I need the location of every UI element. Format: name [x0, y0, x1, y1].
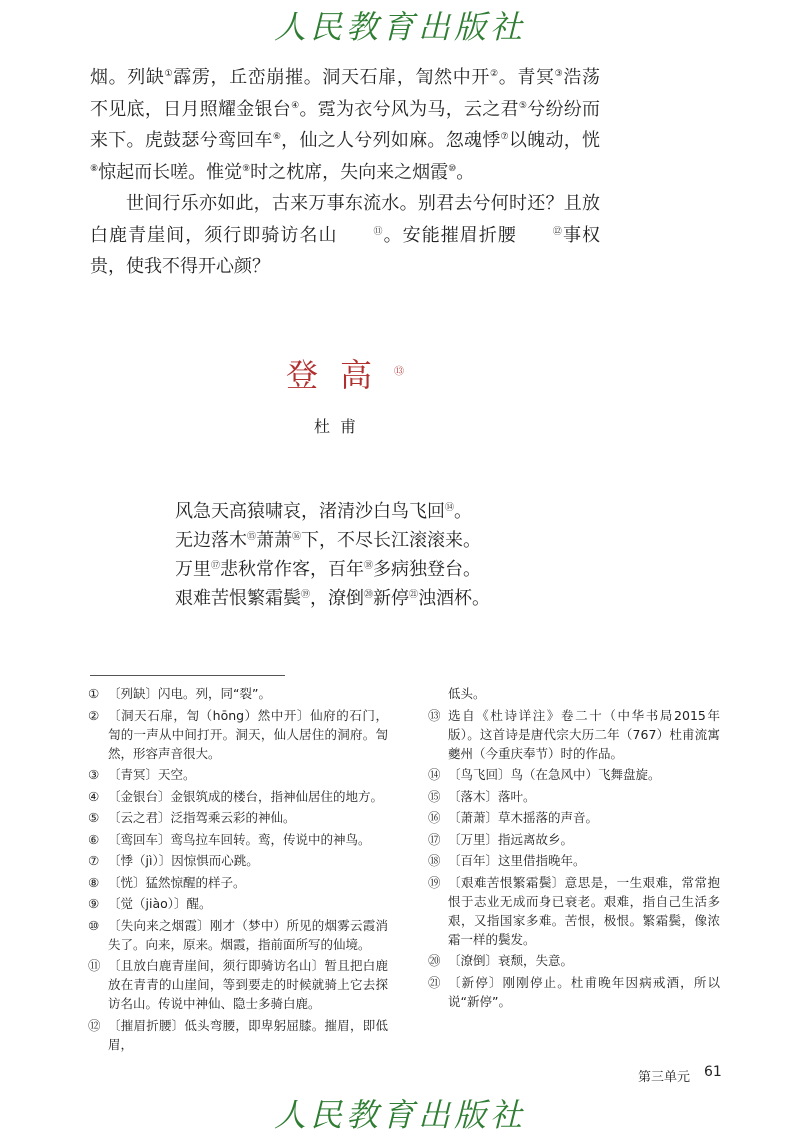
- footnote: [88, 894, 388, 913]
- text-run: 。: [454, 501, 473, 522]
- text-run: 烟。列缺: [90, 67, 165, 88]
- footnote-ref: ⑭: [445, 503, 455, 513]
- footnote-ref: ⑩: [448, 163, 457, 174]
- text-run: 兮纷纷而来下。虎鼓瑟兮鸾回车: [90, 98, 601, 151]
- poem-body: [175, 497, 490, 613]
- poem-title: [0, 350, 690, 396]
- poem-line: [175, 555, 490, 584]
- footnote-text: 〔万里〕指远离故乡。: [448, 831, 574, 847]
- footnote-text: 〔失向来之烟霞〕刚才（梦中）所见的烟雾云霞消失了。向来，原来。烟霞，指前面所写的仙境。: [108, 917, 388, 952]
- footnote: [428, 973, 720, 1011]
- footnote-text: 选自《杜诗详注》卷二十（中华书局2015年版）。这首诗是唐代宗大历二年（767）杜甫流寓夔州（今重庆奉节）时的作品。: [448, 707, 720, 761]
- footnote-number: ⑪: [88, 958, 101, 973]
- footnote-number: ⑮: [428, 788, 441, 804]
- footnote-ref: ⑦: [500, 132, 509, 142]
- footnote-text: 〔云之君〕泛指驾乘云彩的神仙。: [108, 810, 296, 825]
- footnote: [88, 1016, 388, 1054]
- footnote: [88, 706, 388, 763]
- text-run: 多病独登台。: [373, 559, 482, 580]
- poem-title-note-mark: ⑬: [394, 366, 404, 378]
- footnote-ref: ⑤: [518, 100, 527, 111]
- text-run: 惊起而长嗟。惟觉: [98, 161, 243, 183]
- text-run: 艰难苦恨繁霜鬓: [175, 588, 301, 609]
- footnote: [88, 916, 388, 954]
- footnote-ref: ⑪: [373, 226, 383, 237]
- footnote-text: 〔百年〕这里借指晚年。: [448, 853, 586, 868]
- footnote-ref: ⑫: [552, 226, 562, 237]
- footnote-text: 〔青冥〕天空。: [108, 767, 196, 782]
- footnote-ref: ⑱: [364, 561, 374, 571]
- footnote-number: ④: [88, 788, 100, 804]
- footnote-number: ⑦: [88, 853, 100, 868]
- text-run: ，潦倒: [310, 588, 365, 609]
- footnote-ref: ③: [554, 69, 563, 79]
- poem-line: [175, 497, 490, 526]
- footnote-number: ⑥: [88, 831, 100, 847]
- text-run: 以魄动，恍: [508, 130, 601, 151]
- footnote-text: 〔新停〕刚刚停止。杜甫晚年因病戒酒，所以说“新停”。: [448, 974, 720, 1009]
- footnote-ref: ⑲: [301, 590, 311, 600]
- footnote-text: 〔鸾回车〕鸾鸟拉车回转。鸾，传说中的神鸟。: [108, 831, 371, 847]
- footnote-text: 〔金银台〕金银筑成的楼台，指神仙居住的地方。: [108, 788, 384, 804]
- text-run: 世间行乐亦如此，古来万事东流水。别君去兮何时还？且放白鹿青崖间，须行即骑访名山: [90, 193, 600, 246]
- publisher-logo-top: 人民教育出版社: [273, 8, 526, 46]
- footnote-number: ⑬: [428, 707, 441, 723]
- footnote-number: ㉑: [428, 974, 441, 990]
- footnote: [428, 706, 720, 763]
- footnote-divider: [90, 675, 285, 676]
- footnote-number: ②: [88, 707, 100, 723]
- footnote-text: 〔列缺〕闪电。列，同“裂”。: [108, 686, 271, 701]
- poem-line: [175, 584, 490, 613]
- footnote: [88, 787, 388, 806]
- footnote-ref: ⑯: [292, 532, 302, 542]
- footnote-text: 〔潦倒〕衰颓，失意。: [448, 953, 574, 968]
- footnote-text: 〔摧眉折腰〕低头弯腰，即卑躬屈膝。摧眉，即低眉，: [108, 1017, 388, 1052]
- footnote-ref: ⑧: [90, 163, 99, 174]
- text-run: 无边落木: [175, 530, 247, 551]
- footnote: [428, 851, 720, 870]
- footnote-number: ⑨: [88, 896, 100, 911]
- footnotes-left-column: [88, 684, 388, 1056]
- footnote: [88, 956, 388, 1013]
- footnote-number: ③: [88, 767, 100, 782]
- footnote: [88, 851, 388, 870]
- text-run: 悲秋常作客，百年: [220, 559, 365, 580]
- footnote-text: 〔萧萧〕草木摇落的声音。: [448, 810, 599, 825]
- footnote-number: ⑤: [88, 810, 100, 825]
- text-run: 。安能摧眉折腰: [382, 224, 517, 246]
- footnote-ref: ⑨: [242, 163, 251, 174]
- text-run: 万里: [175, 559, 211, 580]
- footnote-text: 〔艰难苦恨繁霜鬓〕意思是，一生艰难，常常抱恨于志业无成而身已衰老。艰难，指自己生活多艰，又指国家多难。苦恨，极恨。繁霜鬓，像浓霜一样的鬓发。: [448, 874, 720, 947]
- text-run: 风急天高猿啸哀，渚清沙白鸟飞回: [175, 501, 445, 522]
- footnote-ref: ⑥: [272, 132, 281, 142]
- footnote-ref: ⑮: [247, 532, 257, 542]
- footnote: [88, 830, 388, 849]
- footnote: [88, 808, 388, 827]
- footnote-ref: ①: [164, 69, 173, 79]
- text-run: 。青冥: [498, 67, 555, 88]
- text-run: 时之枕席，失向来之烟霞: [250, 161, 449, 183]
- footnote-continuation: 低头。: [448, 686, 486, 701]
- footnote-text: 〔落木〕落叶。: [448, 788, 536, 804]
- footnote-number: ①: [88, 686, 100, 701]
- footnote-number: ⑧: [88, 874, 100, 890]
- footnote: [428, 951, 720, 970]
- footnote: [428, 808, 720, 827]
- footnote-ref: ㉑: [409, 590, 419, 600]
- text-run: 浩荡不见底，日月照耀金银台: [90, 67, 601, 120]
- publisher-logo-bottom: 人民教育出版社: [273, 1096, 526, 1134]
- footnote: [428, 873, 720, 949]
- footnote-text: 〔鸟飞回〕鸟（在急风中）飞舞盘旋。: [448, 767, 661, 782]
- footnote-text: 〔悸（jì）〕因惊惧而心跳。: [108, 853, 259, 868]
- footnote: [428, 787, 720, 806]
- page-number: 61: [704, 1064, 722, 1080]
- text-run: ，仙之人兮列如麻。忽魂悸: [280, 130, 501, 151]
- footnote: [88, 873, 388, 892]
- prose-paragraph-2: [90, 188, 600, 283]
- poem-title-text: 登高: [285, 356, 394, 394]
- poem-author: 杜甫: [313, 417, 366, 436]
- footnote-text: 〔且放白鹿青崖间，须行即骑访名山〕暂且把白鹿放在青青的山崖间，等到要走的时候就骑上它去探访名山。传说中神仙、隐士多骑白鹿。: [108, 958, 388, 1011]
- text-run: 下，不尽长江滚滚来。: [301, 530, 482, 551]
- text-run: 事权贵，使我不得开心颜？: [90, 224, 601, 277]
- text-run: 浊酒杯。: [418, 588, 491, 609]
- footnote-number: ⑯: [428, 810, 441, 825]
- footnote-ref: ⑳: [364, 590, 374, 600]
- text-run: 新停: [373, 588, 410, 609]
- prose-paragraph-1: [90, 62, 600, 188]
- footnote: [428, 765, 720, 784]
- footnote: [428, 830, 720, 849]
- footnote-ref: ④: [291, 100, 300, 111]
- footnote-number: ⑳: [428, 953, 441, 968]
- footnote-number: ⑱: [428, 853, 441, 868]
- footnote-text: 〔洞天石扉，訇（hōng）然中开〕仙府的石门，訇的一声从中间打开。洞天，仙人居住的洞府。訇然，形容声音很大。: [108, 707, 388, 761]
- footnote-number: ⑭: [428, 767, 441, 782]
- footnote-ref: ②: [490, 69, 499, 79]
- footnotes-right-column: [428, 684, 720, 1013]
- footnote-number: ⑲: [428, 874, 441, 890]
- text-run: 萧萧: [256, 530, 293, 551]
- text-run: 。霓为衣兮风为马，云之君: [299, 98, 519, 120]
- footnote-number: ⑩: [88, 917, 100, 933]
- footnote: [88, 765, 388, 784]
- footnote-number: ⑫: [88, 1017, 101, 1033]
- footnote-text: 〔恍〕猛然惊醒的样子。: [108, 874, 246, 890]
- footer-unit-label: 第三单元: [638, 1070, 691, 1085]
- footnote: [88, 684, 388, 703]
- footnote-ref: ⑰: [211, 561, 221, 571]
- footnote-text: 〔觉（jiào）〕醒。: [108, 896, 212, 911]
- text-run: 霹雳，丘峦崩摧。洞天石扉，訇然中开: [172, 67, 491, 88]
- footnote-number: ⑰: [428, 831, 441, 847]
- text-run: 。: [456, 161, 475, 183]
- poem-line: [175, 526, 490, 555]
